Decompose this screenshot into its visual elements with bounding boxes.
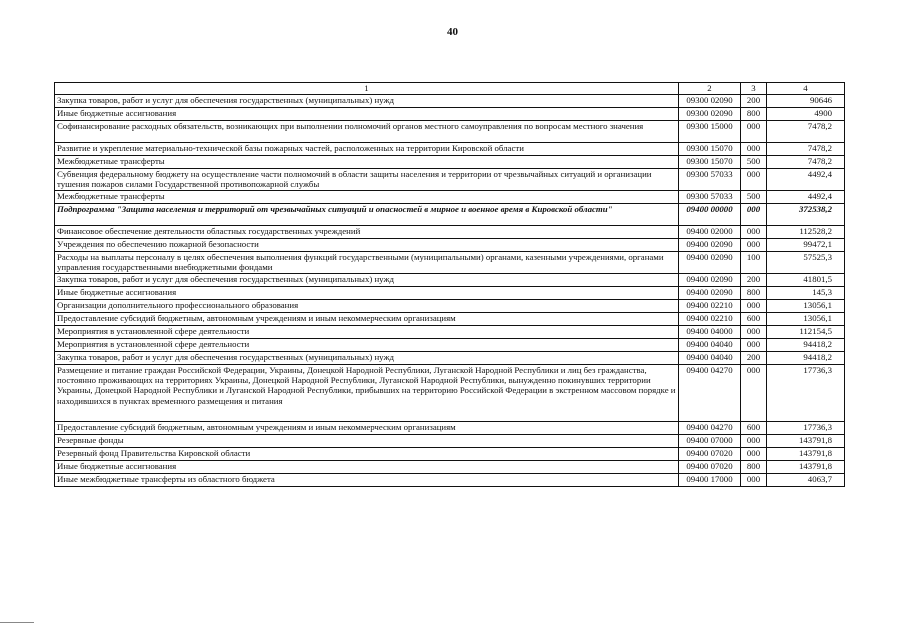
row-code: 09400 02090 — [679, 239, 741, 252]
row-type: 600 — [741, 313, 767, 326]
row-code: 09300 02090 — [679, 108, 741, 121]
row-amount: 7478,2 — [767, 143, 845, 156]
table-row — [55, 274, 845, 287]
table-row — [55, 121, 845, 143]
row-code: 09400 04270 — [679, 365, 741, 422]
row-type: 000 — [741, 448, 767, 461]
table-row — [55, 252, 845, 274]
row-amount: 7478,2 — [767, 121, 845, 143]
row-code: 09400 02000 — [679, 226, 741, 239]
row-code: 09400 02090 — [679, 252, 741, 274]
row-amount: 17736,3 — [767, 365, 845, 422]
row-amount: 112528,2 — [767, 226, 845, 239]
row-type: 600 — [741, 422, 767, 435]
table-row — [55, 435, 845, 448]
header-row — [55, 83, 845, 95]
row-amount: 90646 — [767, 95, 845, 108]
row-amount: 41801,5 — [767, 274, 845, 287]
row-name: Закупка товаров, работ и услуг для обеспечения государственных (муниципальных) нужд — [55, 352, 679, 365]
row-type: 500 — [741, 191, 767, 204]
table-row — [55, 156, 845, 169]
table-row — [55, 326, 845, 339]
row-name: Закупка товаров, работ и услуг для обеспечения государственных (муниципальных) нужд — [55, 95, 679, 108]
header-col-4: 4 — [767, 83, 845, 95]
row-amount: 94418,2 — [767, 339, 845, 352]
row-code: 09300 57033 — [679, 191, 741, 204]
row-type: 000 — [741, 239, 767, 252]
table-row — [55, 95, 845, 108]
row-name: Мероприятия в установленной сфере деятельности — [55, 326, 679, 339]
row-code: 09400 00000 — [679, 204, 741, 226]
header-col-1: 1 — [55, 83, 679, 95]
table-row — [55, 365, 845, 422]
header-col-2: 2 — [679, 83, 741, 95]
row-amount: 13056,1 — [767, 300, 845, 313]
row-name: Резервные фонды — [55, 435, 679, 448]
row-type: 200 — [741, 274, 767, 287]
row-amount: 143791,8 — [767, 448, 845, 461]
row-code: 09400 02090 — [679, 274, 741, 287]
row-type: 100 — [741, 252, 767, 274]
row-name: Организации дополнительного профессионального образования — [55, 300, 679, 313]
row-code: 09300 15000 — [679, 121, 741, 143]
table-row — [55, 169, 845, 191]
row-code: 09400 07000 — [679, 435, 741, 448]
row-name: Предоставление субсидий бюджетным, автономным учреждениям и иным некоммерческим организациям — [55, 313, 679, 326]
row-type: 800 — [741, 461, 767, 474]
row-amount: 13056,1 — [767, 313, 845, 326]
row-code: 09400 07020 — [679, 448, 741, 461]
row-type: 000 — [741, 365, 767, 422]
row-amount: 4900 — [767, 108, 845, 121]
row-name: Расходы на выплаты персоналу в целях обеспечения выполнения функций государственными (муниципальными) органами, казенными учреждениями, органами управления государственными внебюджетными фондами — [55, 252, 679, 274]
table-row — [55, 461, 845, 474]
row-name: Мероприятия в установленной сфере деятельности — [55, 339, 679, 352]
row-code: 09300 57033 — [679, 169, 741, 191]
row-type: 000 — [741, 143, 767, 156]
row-amount: 4492,4 — [767, 169, 845, 191]
row-code: 09300 15070 — [679, 156, 741, 169]
budget-table — [54, 82, 845, 487]
row-type: 200 — [741, 95, 767, 108]
row-amount: 143791,8 — [767, 461, 845, 474]
row-amount: 112154,5 — [767, 326, 845, 339]
row-type: 000 — [741, 326, 767, 339]
row-type: 000 — [741, 121, 767, 143]
row-code: 09400 02210 — [679, 300, 741, 313]
row-name: Размещение и питание граждан Российской Федерации, Украины, Донецкой Народной Республики, Луганской Народной Республики и лиц без гражданства, постоянно проживающих на территориях Украины, Донецкой Народной Республики, Луганской Народной Республики, вынужденно покинувших территории Украины, Донецкой Народной Республики и Луганской Народной Республики, прибывших на территорию Российской Федерации в экстренном массовом порядке и находившихся в пунктах временного размещения и питания — [55, 365, 679, 422]
subprogram-row — [55, 204, 845, 226]
row-name: Софинансирование расходных обязательств, возникающих при выполнении полномочий органов местного самоуправления по вопросам местного значения — [55, 121, 679, 143]
row-amount: 99472,1 — [767, 239, 845, 252]
row-code: 09300 15070 — [679, 143, 741, 156]
row-type: 000 — [741, 226, 767, 239]
row-type: 800 — [741, 108, 767, 121]
row-type: 000 — [741, 300, 767, 313]
row-type: 200 — [741, 352, 767, 365]
row-name: Резервный фонд Правительства Кировской области — [55, 448, 679, 461]
row-name: Иные бюджетные ассигнования — [55, 287, 679, 300]
row-name: Межбюджетные трансферты — [55, 156, 679, 169]
table-body — [55, 95, 845, 487]
row-type: 000 — [741, 204, 767, 226]
row-name: Субвенция федеральному бюджету на осуществление части полномочий в области защиты населения и территории от чрезвычайных ситуаций и организации тушения пожаров силами Государственной противопожарной службы — [55, 169, 679, 191]
row-type: 000 — [741, 339, 767, 352]
row-amount: 4063,7 — [767, 474, 845, 487]
row-code: 09400 04040 — [679, 352, 741, 365]
row-code: 09300 02090 — [679, 95, 741, 108]
row-amount: 4492,4 — [767, 191, 845, 204]
row-type: 500 — [741, 156, 767, 169]
row-name: Финансовое обеспечение деятельности областных государственных учреждений — [55, 226, 679, 239]
row-name: Иные межбюджетные трансферты из областного бюджета — [55, 474, 679, 487]
row-amount: 372538,2 — [767, 204, 845, 226]
row-amount: 7478,2 — [767, 156, 845, 169]
row-name: Учреждения по обеспечению пожарной безопасности — [55, 239, 679, 252]
table-row — [55, 108, 845, 121]
row-code: 09400 02090 — [679, 287, 741, 300]
table-row — [55, 239, 845, 252]
row-type: 000 — [741, 169, 767, 191]
row-code: 09400 02210 — [679, 313, 741, 326]
row-type: 000 — [741, 474, 767, 487]
row-type: 000 — [741, 435, 767, 448]
row-code: 09400 17000 — [679, 474, 741, 487]
row-amount: 143791,8 — [767, 435, 845, 448]
row-name: Развитие и укрепление материально-технической базы пожарных частей, расположенных на территории Кировской области — [55, 143, 679, 156]
table-row — [55, 226, 845, 239]
row-amount: 57525,3 — [767, 252, 845, 274]
table-row — [55, 352, 845, 365]
row-name: Иные бюджетные ассигнования — [55, 108, 679, 121]
row-name: Закупка товаров, работ и услуг для обеспечения государственных (муниципальных) нужд — [55, 274, 679, 287]
table-header — [55, 83, 845, 95]
table-row — [55, 143, 845, 156]
page-number: 40 — [447, 26, 458, 38]
table-row — [55, 300, 845, 313]
row-amount: 145,3 — [767, 287, 845, 300]
row-code: 09400 07020 — [679, 461, 741, 474]
row-code: 09400 04040 — [679, 339, 741, 352]
row-name: Подпрограмма "Защита населения и территорий от чрезвычайных ситуаций и опасностей в мирное и военное время в Кировской области" — [55, 204, 679, 226]
row-amount: 17736,3 — [767, 422, 845, 435]
table-row — [55, 191, 845, 204]
table-row — [55, 448, 845, 461]
row-code: 09400 04000 — [679, 326, 741, 339]
table-row — [55, 422, 845, 435]
table-row — [55, 474, 845, 487]
header-col-3: 3 — [741, 83, 767, 95]
row-type: 800 — [741, 287, 767, 300]
scan-edge-line — [0, 622, 34, 623]
row-name: Предоставление субсидий бюджетным, автономным учреждениям и иным некоммерческим организациям — [55, 422, 679, 435]
row-name: Иные бюджетные ассигнования — [55, 461, 679, 474]
row-code: 09400 04270 — [679, 422, 741, 435]
table-row — [55, 313, 845, 326]
row-amount: 94418,2 — [767, 352, 845, 365]
table-row — [55, 287, 845, 300]
row-name: Межбюджетные трансферты — [55, 191, 679, 204]
table-row — [55, 339, 845, 352]
